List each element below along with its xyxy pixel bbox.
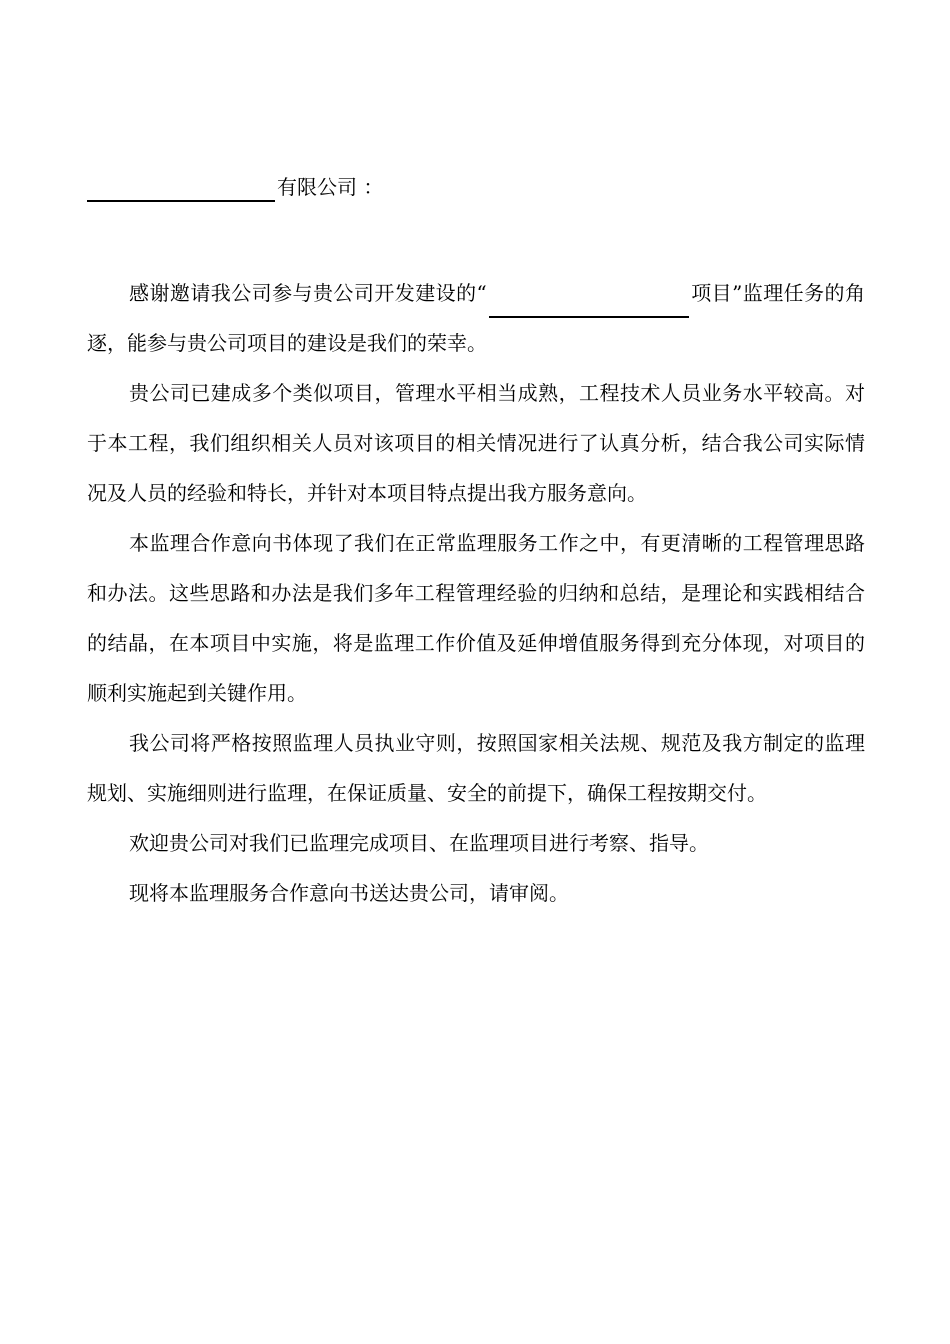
paragraph-company-assessment: 贵公司已建成多个类似项目，管理水平相当成熟，工程技术人员业务水平较高。对于本工程，我们组织相关人员对该项目的相关情况进行了认真分析，结合我公司实际情况及人员的经验和特长，并针对本项目特点提出我方服务意向。 [87, 381, 865, 505]
company-name-blank [87, 174, 275, 202]
company-suffix: 有限公司 [277, 175, 357, 199]
invitation-text-end: 项目”监理任务的角逐，能参与贵公司项目的建设是我们的荣幸。 [87, 281, 865, 355]
invitation-text-start: 感谢邀请我公司参与贵公司开发建设的“ [129, 281, 487, 305]
paragraph-invitation [87, 268, 865, 368]
salutation-colon: ： [363, 175, 384, 199]
paragraph-intent-description: 本监理合作意向书体现了我们在正常监理服务工作之中，有更清晰的工程管理思路和办法。这些思路和办法是我们多年工程管理经验的归纳和总结，是理论和实践相结合的结晶，在本项目中实施，将是监理工作价值及延伸增值服务得到充分体现，对项目的顺利实施起到关键作用。 [87, 531, 865, 705]
letter-body [87, 268, 865, 918]
paragraph-supervision-commitment: 我公司将严格按照监理人员执业守则，按照国家相关法规、规范及我方制定的监理规划、实施细则进行监理，在保证质量、安全的前提下，确保工程按期交付。 [87, 731, 865, 805]
paragraph-welcome-inspection: 欢迎贵公司对我们已监理完成项目、在监理项目进行考察、指导。 [129, 831, 709, 855]
salutation-line [87, 172, 383, 202]
project-name-blank [489, 290, 689, 318]
paragraph-closing: 现将本监理服务合作意向书送达贵公司，请审阅。 [129, 881, 569, 905]
